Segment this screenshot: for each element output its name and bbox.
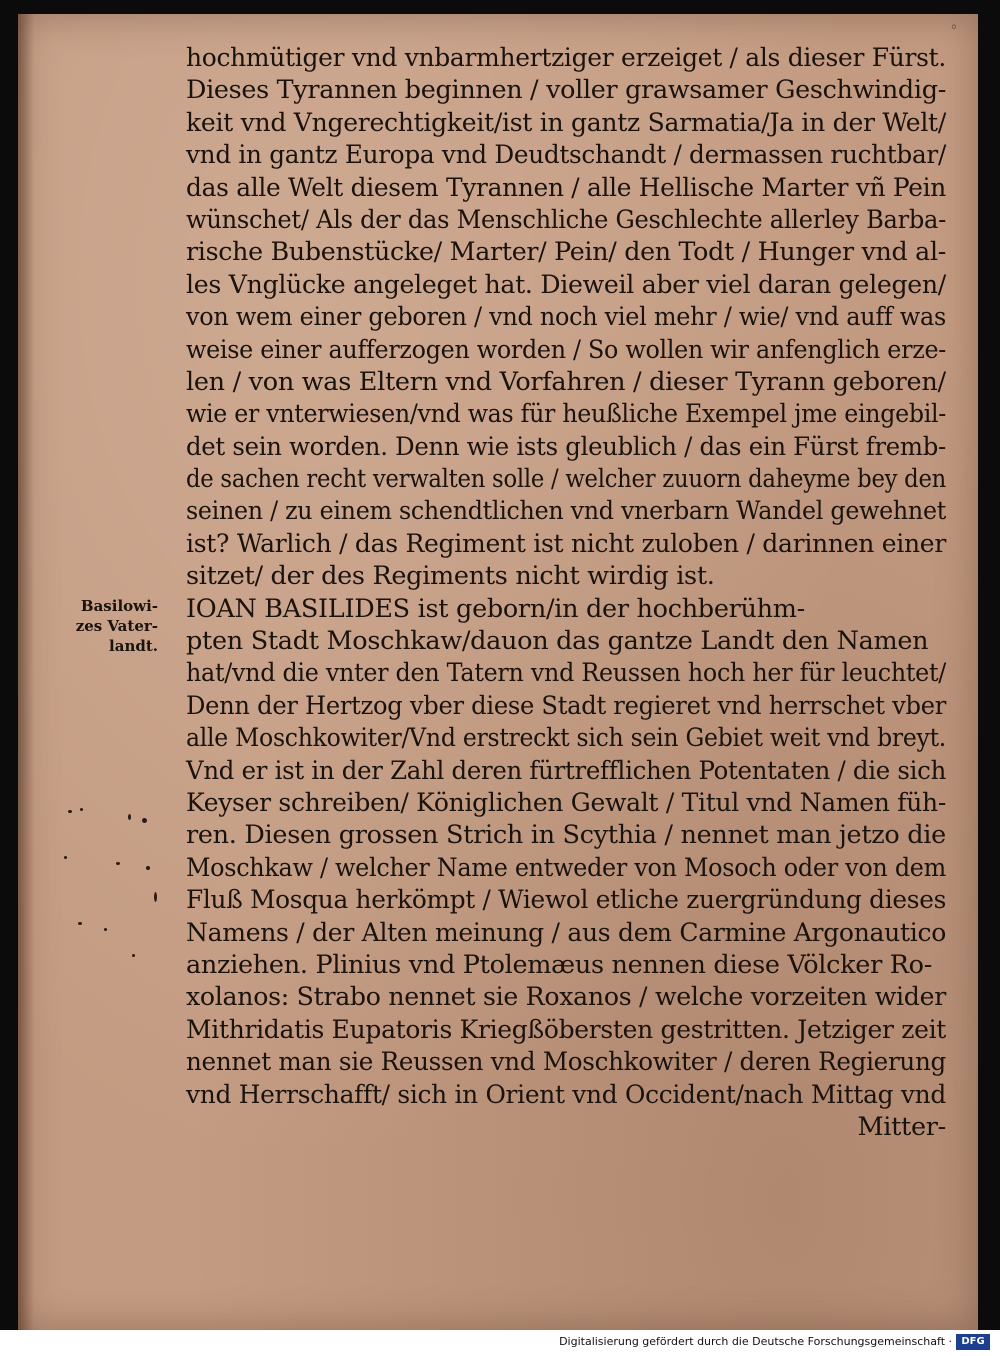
text-line: nennet man sie Reussen vnd Moschkowiter / deren Regierung [186,1047,946,1078]
text-line: das alle Welt diesem Tyrannen / alle Hellische Marter vñ Pein [186,172,946,203]
text-line: alle Moschkowiter/Vnd erstreckt sich sein Gebiet weit vnd breyt. [186,723,946,754]
margin-note-line: landt. [109,637,158,655]
footer-bar [0,1330,1000,1356]
text-line: wünschet/ Als der das Menschliche Geschlechte allerley Barba- [186,204,946,235]
page-spine-shadow [18,14,34,1330]
text-line: det sein worden. Denn wie ists gleublich / das ein Fürst fremb- [186,431,946,462]
text-line: rische Bubenstücke/ Marter/ Pein/ den Todt / Hunger vnd al- [186,237,946,268]
text-line: ist? Warlich / das Regiment ist nicht zuloben / darinnen einer [186,528,946,559]
text-line: hochmütiger vnd vnbarmhertziger erzeiget / als dieser Fürst. [186,43,946,73]
text-line: weise einer aufferzogen worden / So wollen wir anfenglich erze- [186,334,946,365]
text-line: de sachen recht verwalten solle / welcher zuuorn daheyme bey den [186,464,946,495]
margin-note-line: zes Vater- [75,617,158,635]
text-line: Dieses Tyrannen beginnen / voller grawsamer Geschwindig- [186,75,946,106]
text-line: Fluß Mosqua herkömpt / Wiewol etliche zuergründung dieses [186,885,946,916]
book-page [18,14,978,1330]
text-line: von wem einer geboren / vnd noch viel mehr / wie/ vnd auff was [186,302,946,333]
text-line: wie er vnterwiesen/vnd was für heußliche Exempel jme eingebil- [186,399,946,430]
text-line: Mithridatis Eupatoris Kriegßöbersten gestritten. Jetziger zeit [186,1014,946,1045]
text-line: sitzet/ der des Regiments nicht wirdig ist. [186,561,715,592]
dfg-logo: DFG [956,1334,990,1350]
margin-note [54,596,158,656]
text-line: vnd in gantz Europa vnd Deudtschandt / dermassen ruchtbar/ [186,140,946,171]
text-line: les Vnglücke angeleget hat. Dieweil aber viel daran gelegen/ [186,269,946,300]
text-line: Denn der Hertzog vber diese Stadt regieret vnd herrschet vber [186,690,946,721]
text-line: hat/vnd die vnter den Tatern vnd Reussen hoch her für leuchtet/ [186,658,946,689]
text-line: vnd Herrschafft/ sich in Orient vnd Occident/nach Mittag vnd [186,1079,946,1110]
page-corner-mark: ◦ [949,20,958,36]
body-text [186,42,946,1143]
text-line: ren. Diesen grossen Strich in Scythia / nennet man jetzo die [186,820,946,851]
text-line: Keyser schreiben/ Königlichen Gewalt / Titul vnd Namen füh- [186,787,946,818]
text-line: anziehen. Plinius vnd Ptolemæus nennen diese Völcker Ro- [186,949,933,980]
text-line: len / von was Eltern vnd Vorfahren / dieser Tyrann geboren/ [186,366,946,397]
text-line: Vnd er ist in der Zahl deren fürtrefflichen Potentaten / die sich [186,755,946,786]
text-line: seinen / zu einem schendtlichen vnd vnerbarn Wandel gewehnet [186,496,946,527]
text-line: IOAN BASILIDES ist geborn/in der hochberühm- [186,593,805,624]
text-line: Moschkaw / welcher Name entweder von Mosoch oder von dem [186,852,946,883]
text-line: xolanos: Strabo nennet sie Roxanos / welche vorzeiten wider [186,982,946,1013]
margin-note-line: Basilowi- [80,597,158,615]
catchword: Mitter- [857,1111,946,1142]
ink-specks [58,804,178,994]
funding-credit: Digitalisierung gefördert durch die Deutsche Forschungsgemeinschaft · [559,1335,952,1348]
text-line: Namens / der Alten meinung / aus dem Carmine Argonautico [186,917,946,948]
text-line: keit vnd Vngerechtigkeit/ist in gantz Sarmatia/Ja in der Welt/ [186,107,946,138]
text-line: pten Stadt Moschkaw/dauon das gantze Landt den Namen [186,626,929,657]
